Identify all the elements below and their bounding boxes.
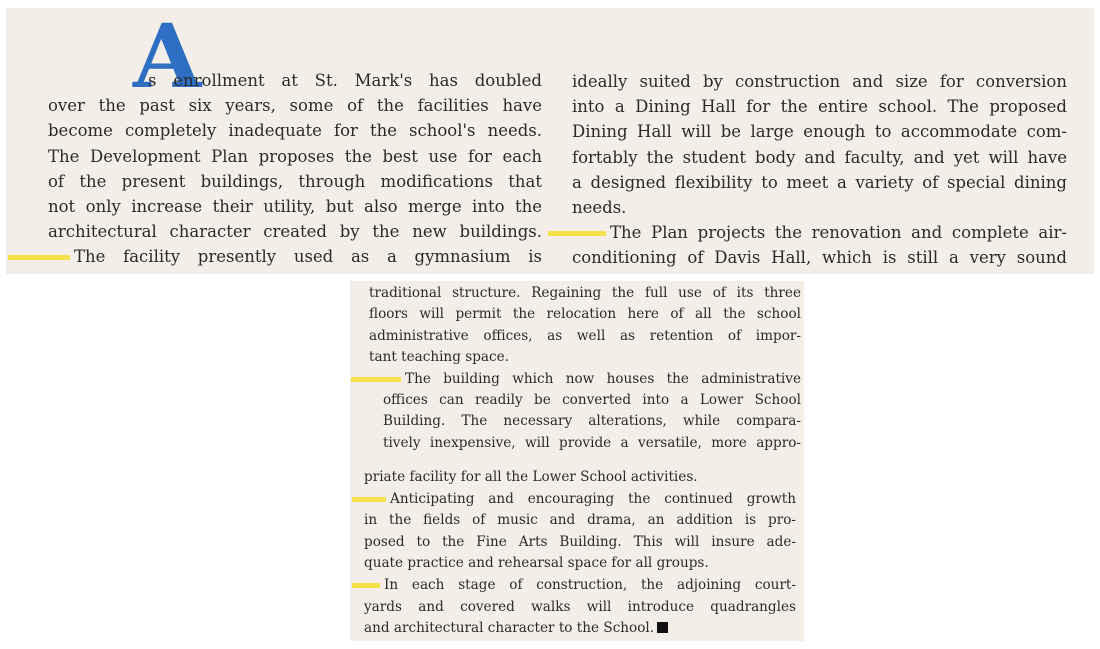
text-line-final	[364, 618, 796, 640]
text-line: into a Dining Hall for the entire school. The proposed	[572, 97, 1067, 117]
text-line: ideally suited by construction and size for conversion	[572, 72, 1067, 91]
highlight-mark	[548, 231, 606, 236]
text-line: needs.	[572, 198, 627, 218]
bottom-column-lower	[364, 467, 796, 640]
text-line-paragraph	[352, 489, 796, 511]
text-line-paragraph	[351, 369, 801, 390]
text-line: quate practice and rehearsal space for all groups.	[364, 555, 709, 572]
bottom-column-upper	[369, 283, 801, 454]
text-line: conditioning of Davis Hall, which is still a very sound	[572, 248, 1067, 268]
text-line: in the fields of music and drama, an addition is pro-	[364, 512, 796, 529]
text-line-paragraph	[8, 244, 542, 269]
highlight-mark	[352, 583, 380, 588]
right-column	[572, 69, 1067, 271]
text-line: architectural character created by the new buildings.	[48, 222, 542, 242]
text-line-paragraph	[548, 220, 1067, 245]
text-line: become completely inadequate for the school's needs.	[48, 121, 542, 141]
text-line: of the present buildings, through modifications that	[48, 171, 542, 191]
text-line: over the past six years, some of the facilities have	[48, 96, 542, 116]
text-line: posed to the Fine Arts Building. This will insure ade-	[364, 533, 796, 550]
highlight-mark	[8, 255, 70, 260]
text-line: The Plan projects the renovation and complete air-	[610, 223, 1067, 243]
text-line: The facility presently used as a gymnasium is	[74, 247, 542, 267]
text-line: tant teaching space.	[369, 349, 509, 366]
text-line: administrative offices, as well as retention of impor-	[369, 327, 801, 344]
text-line: tively inexpensive, will provide a versatile, more appro-	[383, 434, 801, 451]
text-line: s enrollment at St. Mark's has doubled	[148, 71, 542, 90]
text-line: Dining Hall will be large enough to accommodate com-	[572, 122, 1067, 142]
text-line-paragraph	[352, 575, 796, 597]
text-line: priate facility for all the Lower School activities.	[364, 469, 698, 485]
end-mark-icon	[657, 622, 668, 633]
highlight-mark	[351, 377, 401, 382]
text-line: In each stage of construction, the adjoining court-	[384, 576, 796, 593]
text-line: yards and covered walks will introduce quadrangles	[364, 598, 796, 615]
left-column	[48, 68, 542, 270]
text-line: fortably the student body and faculty, and yet will have	[572, 147, 1067, 167]
text-line: The building which now houses the administrative	[405, 370, 801, 387]
text-line: a designed flexibility to meet a variety of special dining	[572, 172, 1067, 192]
text-line: offices can readily be converted into a Lower School	[383, 392, 801, 409]
text-line: The Development Plan proposes the best use for each	[48, 146, 542, 166]
text-line: and architectural character to the School.	[364, 620, 655, 637]
text-line: traditional structure. Regaining the full use of its three	[369, 285, 801, 301]
text-line: Building. The necessary alterations, while compara-	[383, 413, 801, 430]
drop-cap: A	[133, 4, 202, 108]
text-line: not only increase their utility, but also merge into the	[48, 197, 542, 217]
text-line: floors will permit the relocation here of all the school	[369, 306, 801, 323]
highlight-mark	[352, 497, 386, 502]
text-line: Anticipating and encouraging the continued growth	[390, 490, 796, 507]
